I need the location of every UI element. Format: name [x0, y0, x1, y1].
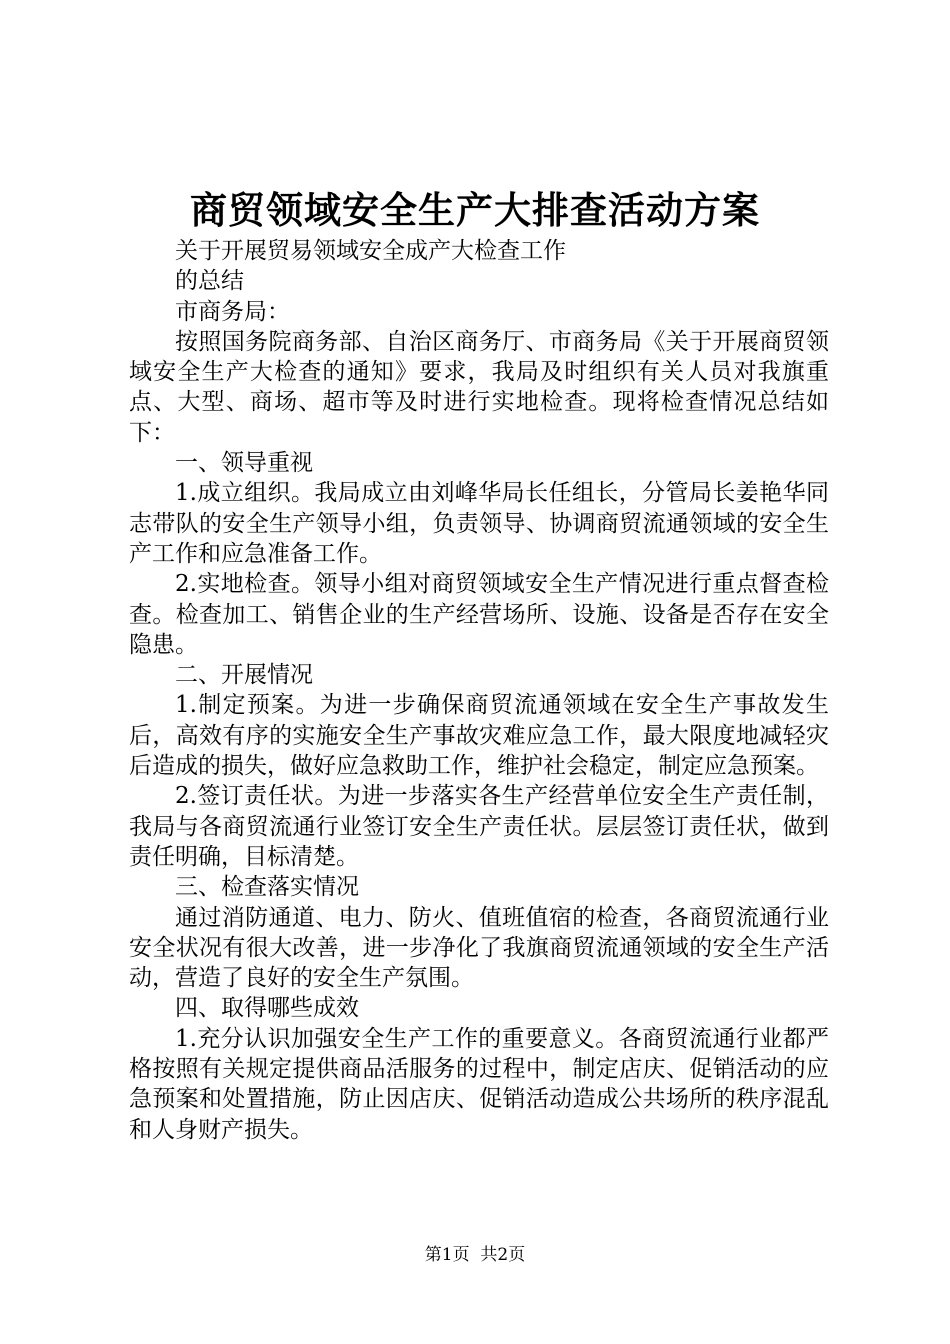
recipient-line: 市商务局：: [175, 298, 290, 325]
section-3-paragraph: 通过消防通道、电力、防火、值班值宿的检查，各商贸流通行业安全状况有很大改善，进一步净化了我旗商贸流通领域的安全生产活动，营造了良好的安全生产氛围。: [129, 904, 829, 992]
intro-paragraph: 按照国务院商务部、自治区商务厅、市商务局《关于开展商贸领域安全生产大检查的通知》要求，我局及时组织有关人员对我旗重点、大型、商场、超市等及时进行实地检查。现将检查情况总结如下：: [129, 328, 829, 446]
section-1-item-2: 2.实地检查。领导小组对商贸领域安全生产情况进行重点督查检查。检查加工、销售企业的生产经营场所、设施、设备是否存在安全隐患。: [129, 571, 829, 658]
section-2-item-1: 1.制定预案。为进一步确保商贸流通领域在安全生产事故发生后，高效有序的实施安全生产事故灾难应急工作，最大限度地减轻灾后造成的损失，做好应急救助工作，维护社会稳定，制定应急预案。: [129, 692, 829, 780]
section-heading-2: 二、开展情况: [175, 662, 313, 689]
section-4-item-1: 1.充分认识加强安全生产工作的重要意义。各商贸流通行业都严格按照有关规定提供商品活服务的过程中，制定店庆、促销活动的应急预案和处置措施，防止因店庆、促销活动造成公共场所的秩序混乱和人身财产损失。: [129, 1025, 829, 1143]
section-heading-4: 四、取得哪些成效: [175, 995, 359, 1022]
section-1-item-1: 1.成立组织。我局成立由刘峰华局长任组长，分管局长姜艳华同志带队的安全生产领导小组，负责领导、协调商贸流通领域的安全生产工作和应急准备工作。: [129, 480, 829, 567]
section-2-item-2: 2.签订责任状。为进一步落实各生产经营单位安全生产责任制，我局与各商贸流通行业签订安全生产责任状。层层签订责任状，做到责任明确，目标清楚。: [129, 783, 829, 870]
page-number-label: 第1页 共2页: [424, 1245, 526, 1265]
section-heading-3: 三、检查落实情况: [175, 874, 359, 901]
section-heading-1: 一、领导重视: [175, 450, 313, 477]
page-footer: [0, 1243, 950, 1267]
document-body: [129, 236, 829, 1145]
subtitle-line-2: 的总结: [175, 268, 244, 295]
subtitle-line-1: 关于开展贸易领域安全成产大检查工作: [175, 238, 566, 264]
document-title: 商贸领域安全生产大排查活动方案: [190, 188, 760, 232]
